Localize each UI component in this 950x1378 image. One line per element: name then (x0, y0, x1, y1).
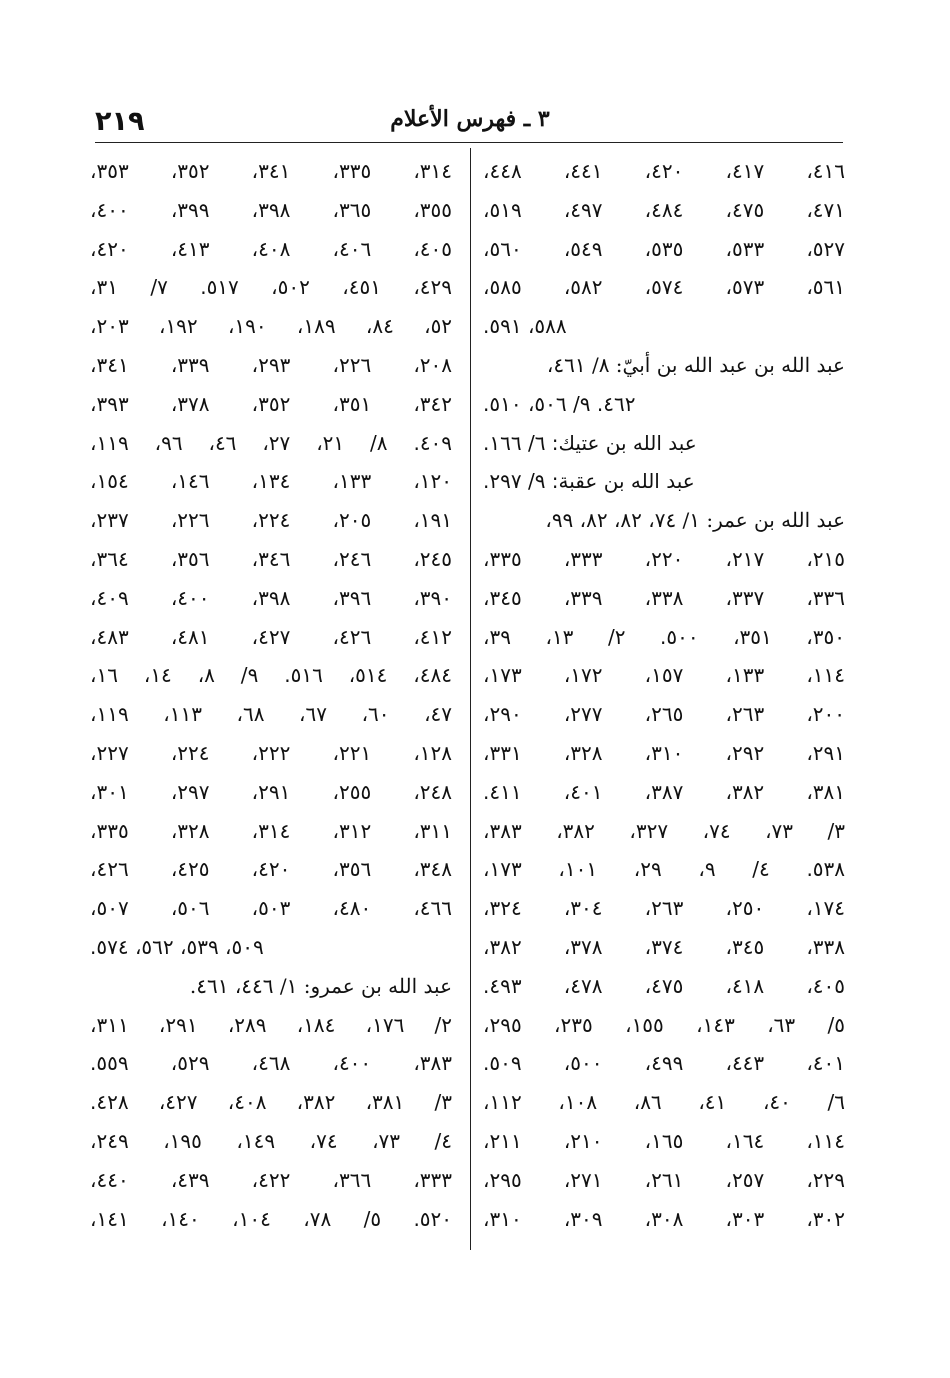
index-entry-line: ٣٥٥، ٣٦٥، ٣٩٨، ٣٩٩، ٤٠٠، (90, 197, 452, 222)
index-entry-line: ٤/ ٧٣، ٧٤، ١٤٩، ١٩٥، ٢٤٩، (90, 1128, 452, 1153)
left-column (90, 152, 452, 1238)
index-entry-line: ٣/ ٣٨١، ٣٨٢، ٤٠٨، ٤٢٧، ٤٢٨. (90, 1090, 452, 1115)
index-entry-line: ٣/ ٧٣، ٧٤، ٣٢٧، ٣٨٢، ٣٨٣، (483, 818, 845, 843)
index-entry-line: ٣٨١، ٣٨٢، ٣٨٧، ٤٠١، ٤١١. (483, 779, 845, 804)
index-entry-line: ٤٠١، ٤٤٣، ٤٩٩، ٥٠٠، ٥٠٩. (483, 1051, 845, 1076)
index-entry-line: ٢٤٥، ٢٤٦، ٣٤٦، ٣٥٦، ٣٦٤، (90, 546, 452, 571)
index-entry-line: ٤٨٤، ٥١٤، ٥١٦. ٩/ ٨، ١٤، ١٦، (90, 663, 452, 688)
index-entry-line: ٥٦١، ٥٧٣، ٥٧٤، ٥٨٢، ٥٨٥، (483, 275, 845, 300)
right-column (483, 152, 845, 1238)
page-title: ٣ ـ فهرس الأعلام (390, 106, 550, 132)
index-entry-line: ٢٤٨، ٢٥٥، ٢٩١، ٢٩٧، ٣٠١، (90, 779, 452, 804)
index-entry-line: ٣٩٠، ٣٩٦، ٣٩٨، ٤٠٠، ٤٠٩، (90, 585, 452, 610)
index-entry-line: ٤٠٥، ٤١٨، ٤٧٥، ٤٧٨، ٤٩٣. (483, 973, 845, 998)
index-entry-line: عبد الله بن عقبة: ٩/ ٢٩٧. (483, 469, 695, 494)
index-entry-line: ٢٠٨، ٢٢٦، ٢٩٣، ٣٣٩، ٣٤١، (90, 352, 452, 377)
index-entry-line: ٤٧، ٦٠، ٦٧، ٦٨، ١١٣، ١١٩، (90, 702, 452, 727)
column-divider (470, 148, 471, 1250)
index-entry-line: ٤٦٢. ٩/ ٥٠٦، ٥١٠. (483, 391, 636, 416)
index-entry-line: ١٧٤، ٢٥٠، ٢٦٣، ٣٠٤، ٣٢٤، (483, 896, 845, 921)
index-entry-line: ٥٨٨، ٥٩١. (483, 314, 567, 339)
index-entry-line: ١٩١، ٢٠٥، ٢٢٤، ٢٢٦، ٢٣٧، (90, 508, 452, 533)
page-header (95, 100, 845, 142)
index-entry-line: ٥٢٠. ٥/ ٧٨، ١٠٤، ١٤٠، ١٤١، (90, 1206, 452, 1231)
index-entry-heading: عبد الله بن عبد الله بن أبيّ: ٨/ ٤٦١، (546, 352, 845, 377)
page-number: ٢١٩ (95, 106, 145, 137)
index-entry-line: ٥٣٨. ٤/ ٩، ٢٩، ١٠١، ١٧٣، (483, 857, 845, 882)
index-entry-line: ٢٠٠، ٢٦٣، ٢٦٥، ٢٧٧، ٢٩٠، (483, 702, 845, 727)
index-entry-line: ٣٨٣، ٤٠٠، ٤٦٨، ٥٢٩، ٥٥٩. (90, 1051, 452, 1076)
index-entry-line: ١٢٠، ١٣٣، ١٣٤، ١٤٦، ١٥٤، (90, 469, 452, 494)
index-entry-line: ٥٢، ٨٤، ١٨٩، ١٩٠، ١٩٢، ٢٠٣، (90, 314, 452, 339)
index-entry-line: ٣٣٦، ٣٣٧، ٣٣٨، ٣٣٩، ٣٤٥، (483, 585, 845, 610)
index-entry-line: ٣١٤، ٣٣٥، ٣٤١، ٣٥٢، ٣٥٣، (90, 159, 452, 183)
index-entry-line: ٣٠٢، ٣٠٣، ٣٠٨، ٣٠٩، ٣١٠، (483, 1206, 845, 1231)
index-entry-line: ٤٢٩، ٤٥١، ٥٠٢، ٥١٧. ٧/ ٣١، (90, 275, 452, 300)
index-entry-line: ٤١٢، ٤٢٦، ٤٢٧، ٤٨١، ٤٨٣، (90, 624, 452, 649)
index-entry-line: ٦/ ٤٠، ٤١، ٨٦، ١٠٨، ١١٢، (483, 1090, 845, 1115)
index-entry-line: ٥٢٧، ٥٣٣، ٥٣٥، ٥٤٩، ٥٦٠، (483, 236, 845, 261)
index-entry-line: ٤١٦، ٤١٧، ٤٢٠، ٤٤١، ٤٤٨، (483, 159, 845, 183)
index-entry-line: ٥/ ٦٣، ١٤٣، ١٥٥، ٢٣٥، ٢٩٥، (483, 1012, 845, 1037)
index-entry-line: ٤٧١، ٤٧٥، ٤٨٤، ٤٩٧، ٥١٩، (483, 197, 845, 222)
index-entry-line: ٤٦٦، ٤٨٠، ٥٠٣، ٥٠٦، ٥٠٧، (90, 896, 452, 921)
index-entry-line: ٢٢٩، ٢٥٧، ٢٦١، ٢٧١، ٢٩٥، (483, 1167, 845, 1192)
index-entry-line: ٤٠٩. ٨/ ٢١، ٢٧، ٤٦، ٩٦، ١١٩، (90, 430, 452, 455)
index-entry-line: ٣٤٢، ٣٥١، ٣٥٢، ٣٧٨، ٣٩٣، (90, 391, 452, 416)
index-entry-line: ٣٤٨، ٣٥٦، ٤٢٠، ٤٢٥، ٤٢٦، (90, 857, 452, 882)
index-entry-line: ١٢٨، ٢٢١، ٢٢٢، ٢٢٤، ٢٢٧، (90, 740, 452, 765)
index-entry-line: ٣١١، ٣١٢، ٣١٤، ٣٢٨، ٣٣٥، (90, 818, 452, 843)
index-entry-line: ٤٠٥، ٤٠٦، ٤٠٨، ٤١٣، ٤٢٠، (90, 236, 452, 261)
index-entry-line: ٣٣٨، ٣٤٥، ٣٧٤، ٣٧٨، ٣٨٢، (483, 934, 845, 959)
index-entry-line: عبد الله بن عتيك: ٦/ ١٦٦. (483, 430, 697, 455)
index-entry-line: ١١٤، ١٦٤، ١٦٥، ٢١٠، ٢١١، (483, 1128, 845, 1153)
index-entry-heading: عبد الله بن عمرو: ١/ ٤٤٦، ٤٦١. (189, 973, 452, 998)
index-entry-line: ٣٣٣، ٣٦٦، ٤٢٢، ٤٣٩، ٤٤٠، (90, 1167, 452, 1192)
index-entry-line: ١١٤، ١٣٣، ١٥٧، ١٧٢، ١٧٣، (483, 663, 845, 688)
header-rule (95, 142, 843, 143)
index-entry-heading: عبد الله بن عمر: ١/ ٧٤، ٨٢، ٨٢، ٩٩، (545, 508, 845, 533)
index-entry-line: ٢/ ١٧٦، ١٨٤، ٢٨٩، ٢٩١، ٣١١، (90, 1012, 452, 1037)
index-entry-line: ٣٥٠، ٣٥١، ٥٠٠. ٢/ ١٣، ٣٩، (483, 624, 845, 649)
index-entry-line: ٢٩١، ٢٩٢، ٣١٠، ٣٢٨، ٣٣١، (483, 740, 845, 765)
index-entry-line: ٢١٥، ٢١٧، ٢٢٠، ٣٣٣، ٣٣٥، (483, 546, 845, 571)
index-entry-line: ٥٠٩، ٥٣٩، ٥٦٢، ٥٧٤. (90, 934, 264, 959)
